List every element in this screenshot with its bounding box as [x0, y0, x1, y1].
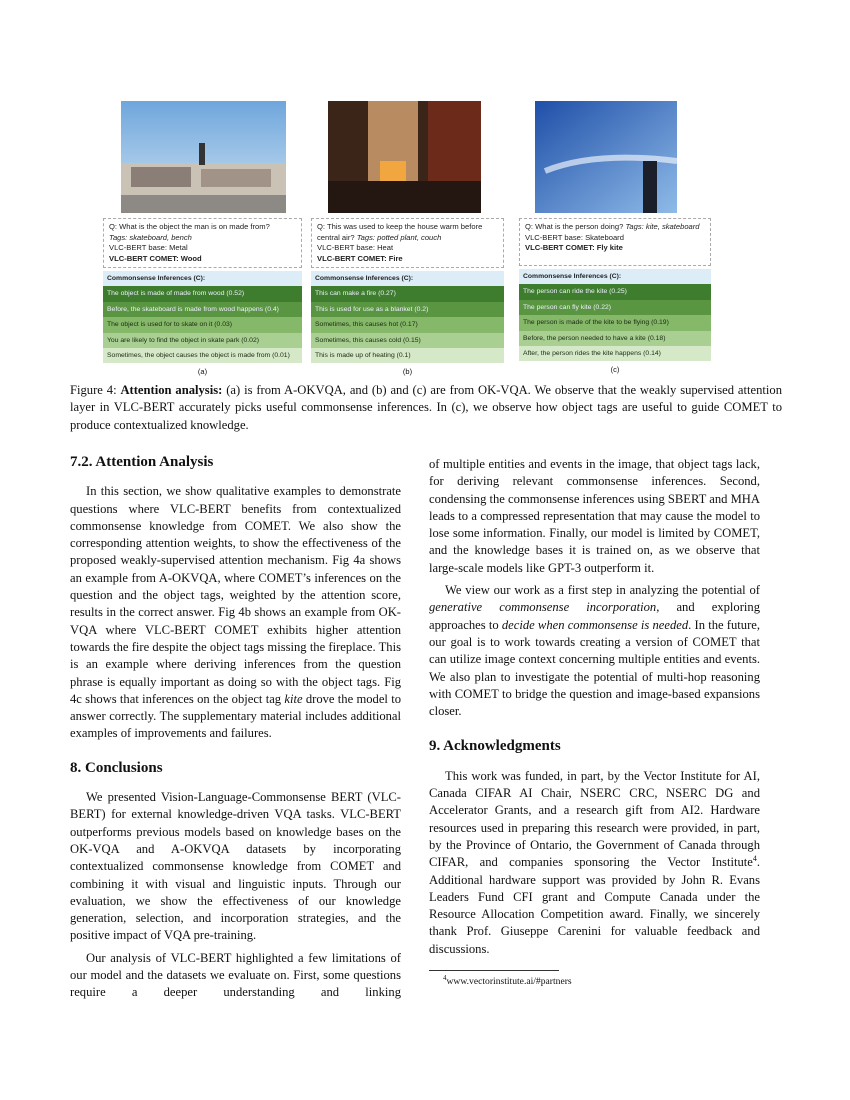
inference-row: This is used for use as a blanket (0.2) [311, 302, 504, 317]
tags-text: kite, skateboard [645, 222, 700, 231]
inference-row: After, the person rides the kite happens (0.14) [519, 346, 711, 361]
section-heading: 8. Conclusions [70, 759, 163, 776]
inference-row: The person can ride the kite (0.25) [519, 284, 711, 299]
text: drove the model to answer correctly. The supplementary material includes additional examples of improvements and failures. [70, 691, 401, 741]
figure-panel-a [103, 218, 302, 376]
comet-answer: VLC-BERT COMET: Fire [317, 253, 403, 263]
tags-label: Tags: [356, 232, 375, 242]
figure-caption [70, 382, 782, 434]
inference-list-c [519, 269, 711, 361]
paragraph-continuation: of multiple entities and events in the image, that object tags lack, for deriving relevant commonsense inferences. Second, condensing the commonsense inferences using SBERT and MHA leads to a compressed representation that may cause the model to lose some information. Finally, our model is limited by COMET, and the knowledge bases it is trained on, as we observe that large-scale models like GPT-3 outperform it. [429, 457, 760, 575]
inference-header: Commonsense Inferences (C): [519, 269, 711, 284]
question-text: Q: What is the person doing? [525, 222, 624, 231]
text: This work was funded, in part, by the Vector Institute for AI, Canada CIFAR AI Chair, NSERC CRC, NSERC DG and Accelerator Grants, and a research gift from AI2. Hardware resources used in preparing this research were provided, in part, by the Province of Ontario, the Government of Canada through CIFAR, and companies sponsoring the Vector Institute [429, 768, 760, 870]
inference-header: Commonsense Inferences (C): [311, 271, 504, 286]
paragraph [429, 768, 760, 958]
paragraph [70, 483, 401, 742]
text: . In the future, our goal is to work towards creating a version of COMET that can utilize image context concerning multiple entities and events. We also plan to investigate the potential of multi-hop reasoning with COMET to bridge the question and image-based expansions closer. [429, 617, 761, 719]
inference-list-a [103, 271, 302, 363]
comet-answer: VLC-BERT COMET: Fly kite [525, 243, 623, 252]
section-heading: 7.2. Attention Analysis [70, 454, 214, 470]
text: , and exploring approaches to [429, 600, 760, 632]
tags-text: skateboard, bench [129, 232, 192, 242]
inference-row: This is made up of heating (0.1) [311, 348, 504, 363]
inference-row: You are likely to find the object in skate park (0.02) [103, 333, 302, 348]
tags-label: Tags: [109, 232, 128, 242]
right-column [429, 456, 760, 990]
inference-row: Before, the skateboard is made from wood happens (0.4) [103, 302, 302, 317]
inference-row: This can make a fire (0.27) [311, 286, 504, 301]
footnote-rule [429, 970, 559, 971]
fireplace-photo [328, 101, 481, 213]
tags-text: potted plant, couch [377, 232, 442, 242]
inference-row: The object is used for to skate on it (0.03) [103, 317, 302, 332]
inference-row: Sometimes, the object causes the object is made from (0.01) [103, 348, 302, 363]
inference-row: Before, the person needed to have a kite (0.18) [519, 331, 711, 346]
inference-row: The object is made of made from wood (0.52) [103, 286, 302, 301]
inference-header: Commonsense Inferences (C): [103, 271, 302, 286]
text: In this section, we show qualitative examples to demonstrate questions where VLC-BERT benefits from contextualized commonsense knowledge from COMET. We also show the corresponding attention weights, to show the effectiveness of the proposed weakly-supervised attention mechanism. Fig 4a shows an example from A-OKVQA, where COMET’s inferences on the question and the object tags, weighted by the attention score, results in the correct answer. Fig 4b shows an example from OK-VQA where VLC-BERT COMET exhibits higher attention towards the fire despite the object tags missing the fireplace. This is an example where deriving inferences from the question phrase is equally important as doing so with the object tags. Fig 4c shows that inferences on the object tag [70, 484, 401, 706]
base-answer: VLC-BERT base: Heat [317, 243, 394, 252]
footnote-marker: 4 [752, 854, 757, 864]
question-box-c [519, 218, 711, 266]
caption-label: Figure 4: [70, 383, 117, 397]
left-column [70, 454, 401, 1002]
inference-list-b [311, 271, 504, 363]
skateboard-photo [121, 101, 286, 213]
subfigure-label-c: (c) [610, 365, 620, 375]
subfigure-label-a: (a) [197, 367, 208, 377]
caption-text: (a) is from A-OKVQA, and (b) and (c) are from OK-VQA. We observe that the weakly supervised attention layer in VLC-BERT accurately picks useful commonsense inferences. In (c), we observe how object tags are useful to guide COMET to produce contextualized knowledge. [70, 383, 783, 432]
question-box-a [103, 218, 302, 268]
comet-answer: VLC-BERT COMET: Wood [109, 253, 202, 263]
footnote-link[interactable]: www.vectorinstitute.ai/#partners [446, 976, 572, 988]
paragraph: Our analysis of VLC-BERT highlighted a few limitations of our model and the datasets we evaluate on. First, some questions require a deeper understanding and linking [70, 950, 401, 1000]
section-heading: 9. Acknowledgments [429, 738, 561, 755]
question-text: Q: This was used to keep the house warm before central air? [317, 222, 483, 242]
caption-bold: Attention analysis: [120, 383, 223, 397]
text: We view our work as a first step in analyzing the potential of [445, 583, 760, 598]
paragraph [429, 582, 760, 720]
inference-row: The person can fly kite (0.22) [519, 300, 711, 315]
base-answer: VLC-BERT base: Skateboard [525, 232, 624, 242]
inference-row: Sometimes, this causes cold (0.15) [311, 333, 504, 348]
base-answer: VLC-BERT base: Metal [109, 243, 188, 252]
kite-photo [535, 101, 677, 213]
question-box-b [311, 218, 504, 268]
emphasis: decide when commonsense is needed [501, 617, 689, 632]
text: . Additional hardware support was provided by John R. Evans Leaders Fund CFI grant and Compute Canada under the Resource Allocation Competition award. Finally, we sincerely thank Prof. Giuseppe Carenini for valuable feedback and discussions. [429, 855, 760, 956]
emphasis: generative commonsense incorporation [429, 600, 657, 615]
tags-label: Tags: [625, 222, 644, 231]
footnote-number: 4 [443, 973, 447, 982]
footnote [429, 973, 760, 990]
figure-panel-b [311, 218, 504, 376]
question-text: Q: What is the object the man is on made from? [109, 222, 270, 231]
paragraph: We presented Vision-Language-Commonsense BERT (VLC-BERT) for external knowledge-driven VQA tasks. VLC-BERT outperforms previous models based on knowledge bases on the OK-VQA and A-OKVQA datasets by incorporating contextualized commonsense knowledge from COMET and combining it with visual and linguistic inputs. Through our evaluation, we show the effectiveness of our knowledge generation, selection, and incorporation strategies, and the positive impact of VQA pre-training. [70, 790, 401, 943]
emphasis: kite [284, 691, 303, 706]
figure-panel-c [519, 218, 711, 374]
subfigure-label-b: (b) [402, 367, 413, 377]
inference-row: Sometimes, this causes hot (0.17) [311, 317, 504, 332]
inference-row: The person is made of the kite to be flying (0.19) [519, 315, 711, 330]
